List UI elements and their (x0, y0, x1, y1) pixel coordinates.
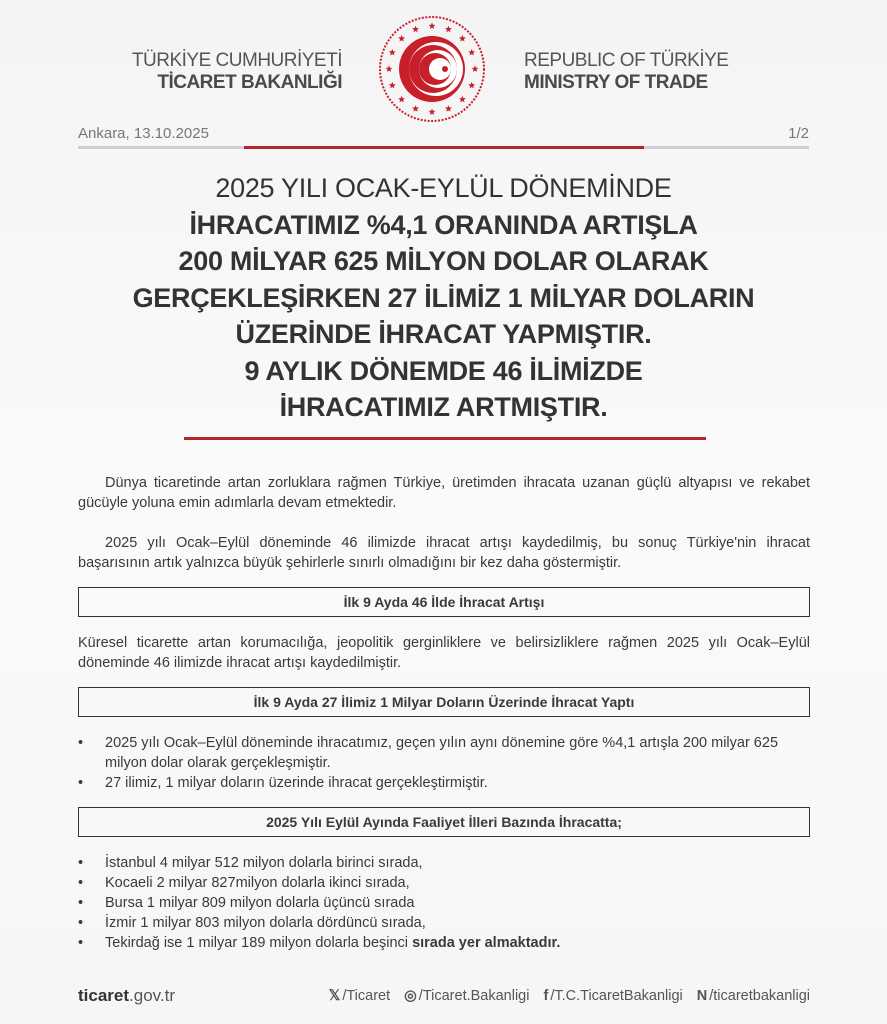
headline-line: 9 AYLIK DÖNEMDE 46 İLİMİZDE (244, 355, 643, 386)
paragraph: 2025 yılı Ocak–Eylül döneminde 46 ilimizde ihracat artışı kaydedilmiş, bu sonuç Türkiye'nin ihracat başarısının artık yalnızca büyük şehirlerle sınırlı olmadığını bir kez daha göstermiştir. (78, 535, 810, 571)
bullet-list (78, 853, 810, 953)
social-handle: /Ticaret.Bakanligi (418, 988, 530, 1004)
site-name: ticaret (78, 986, 130, 1005)
headline-line: GERÇEKLEŞİRKEN 27 İLİMİZ 1 MİLYAR DOLARIN (132, 282, 755, 313)
x-icon: 𝕏 (328, 988, 341, 1004)
social-link-x[interactable] (329, 988, 391, 1004)
list-item: • Kocaeli 2 milyar 827milyon dolarla ikinci sırada, (78, 873, 810, 893)
seal-star-icon (398, 96, 405, 103)
seal-star-icon (429, 108, 436, 115)
section-heading: İlk 9 Ayda 27 İlimiz 1 Milyar Doların Üzerinde İhracat Yaptı (78, 687, 810, 717)
list-item-text: Tekirdağ ise 1 milyar 189 milyon dolarla beşinci (105, 935, 413, 951)
list-item: • 27 ilimiz, 1 milyar doların üzerinde ihracat gerçekleştirmiştir. (78, 773, 810, 793)
country-name-tr: TÜRKİYE CUMHURİYETİ (131, 50, 342, 71)
social-handle: /Ticaret (342, 988, 391, 1004)
headline-line: 200 MİLYAR 625 MİLYON DOLAR OLARAK (178, 246, 709, 276)
seal-star-icon (389, 82, 396, 89)
list-item: • İstanbul 4 milyar 512 milyon dolarla birinci sırada, (78, 853, 810, 873)
social-handle: /ticaretbakanligi (709, 988, 810, 1004)
section-heading: 2025 Yılı Eylül Ayında Faaliyet İlleri Bazında İhracatta; (78, 807, 810, 837)
headline-line: İHRACATIMIZ %4,1 ORANINDA ARTIŞLA (189, 209, 698, 240)
social-link-facebook[interactable] (543, 988, 682, 1004)
seal-star-icon (386, 65, 393, 72)
website-link[interactable] (78, 986, 175, 1006)
header-left (132, 50, 342, 94)
header-right (524, 50, 728, 94)
list-item (78, 933, 810, 953)
list-item: • İzmir 1 milyar 803 milyon dolarla dördüncü sırada, (78, 913, 810, 933)
instagram-icon: ◎ (404, 988, 417, 1004)
headline-divider (184, 437, 706, 440)
seal-star-icon (468, 49, 475, 56)
headline-line: ÜZERİNDE İHRACAT YAPMIŞTIR. (235, 319, 652, 349)
ministry-name-tr: TİCARET BAKANLIĞI (157, 72, 342, 93)
seal-star-icon (412, 105, 419, 112)
seal-star-icon (459, 35, 466, 42)
ministry-name-en: MINISTRY OF TRADE (524, 72, 708, 93)
seal-star-icon (389, 49, 396, 56)
header-divider-accent (244, 146, 644, 149)
social-link-nsosyal[interactable] (697, 988, 810, 1004)
article-body (78, 473, 810, 973)
bullet-list (78, 733, 810, 793)
list-item: • Bursa 1 milyar 809 milyon dolarla üçüncü sırada (78, 893, 810, 913)
ministry-seal-logo (377, 14, 487, 124)
seal-star-icon (445, 26, 452, 33)
country-name-en: REPUBLIC OF TÜRKİYE (524, 50, 729, 71)
seal-star-icon (398, 35, 405, 42)
seal-star-icon (459, 96, 466, 103)
list-item-emphasis: sırada yer almaktadır. (412, 935, 561, 951)
headline-line: İHRACATIMIZ ARTMIŞTIR. (279, 392, 608, 422)
paragraph: Dünya ticaretinde artan zorluklara rağmen Türkiye, üretimden ihracata uzanan güçlü altyapısı ve rekabet gücüyle yoluna emin adımlarla devam etmektedir. (78, 475, 810, 511)
list-item: • 2025 yılı Ocak–Eylül döneminde ihracatımız, geçen yılın aynı dönemine göre %4,1 artışla 200 milyar 625 milyon dolar olarak gerçekleşmiştir. (78, 733, 810, 773)
section-heading: İlk 9 Ayda 46 İlde İhracat Artışı (78, 587, 810, 617)
page-number: 1/2 (788, 125, 809, 142)
facebook-icon: f (543, 988, 549, 1004)
seal-star-icon (472, 65, 479, 72)
nsosyal-icon: N (696, 988, 708, 1004)
headline (60, 170, 827, 426)
social-link-instagram[interactable] (404, 988, 529, 1004)
site-domain: .gov.tr (129, 986, 176, 1005)
social-handle: /T.C.TicaretBakanligi (550, 988, 683, 1004)
seal-star-icon (445, 105, 452, 112)
seal-star-icon (412, 26, 419, 33)
paragraph: Küresel ticarette artan korumacılığa, jeopolitik gerginliklere ve belirsizliklere rağmen 2025 yılı Ocak–Eylül döneminde 46 ilimizde ihracat artışı kaydedilmiştir. (78, 635, 810, 671)
seal-star-icon (468, 82, 475, 89)
headline-line: 2025 YILI OCAK-EYLÜL DÖNEMİNDE (215, 173, 672, 203)
seal-star-icon (429, 22, 436, 29)
social-links (329, 988, 810, 1004)
dateline: Ankara, 13.10.2025 (78, 125, 209, 142)
